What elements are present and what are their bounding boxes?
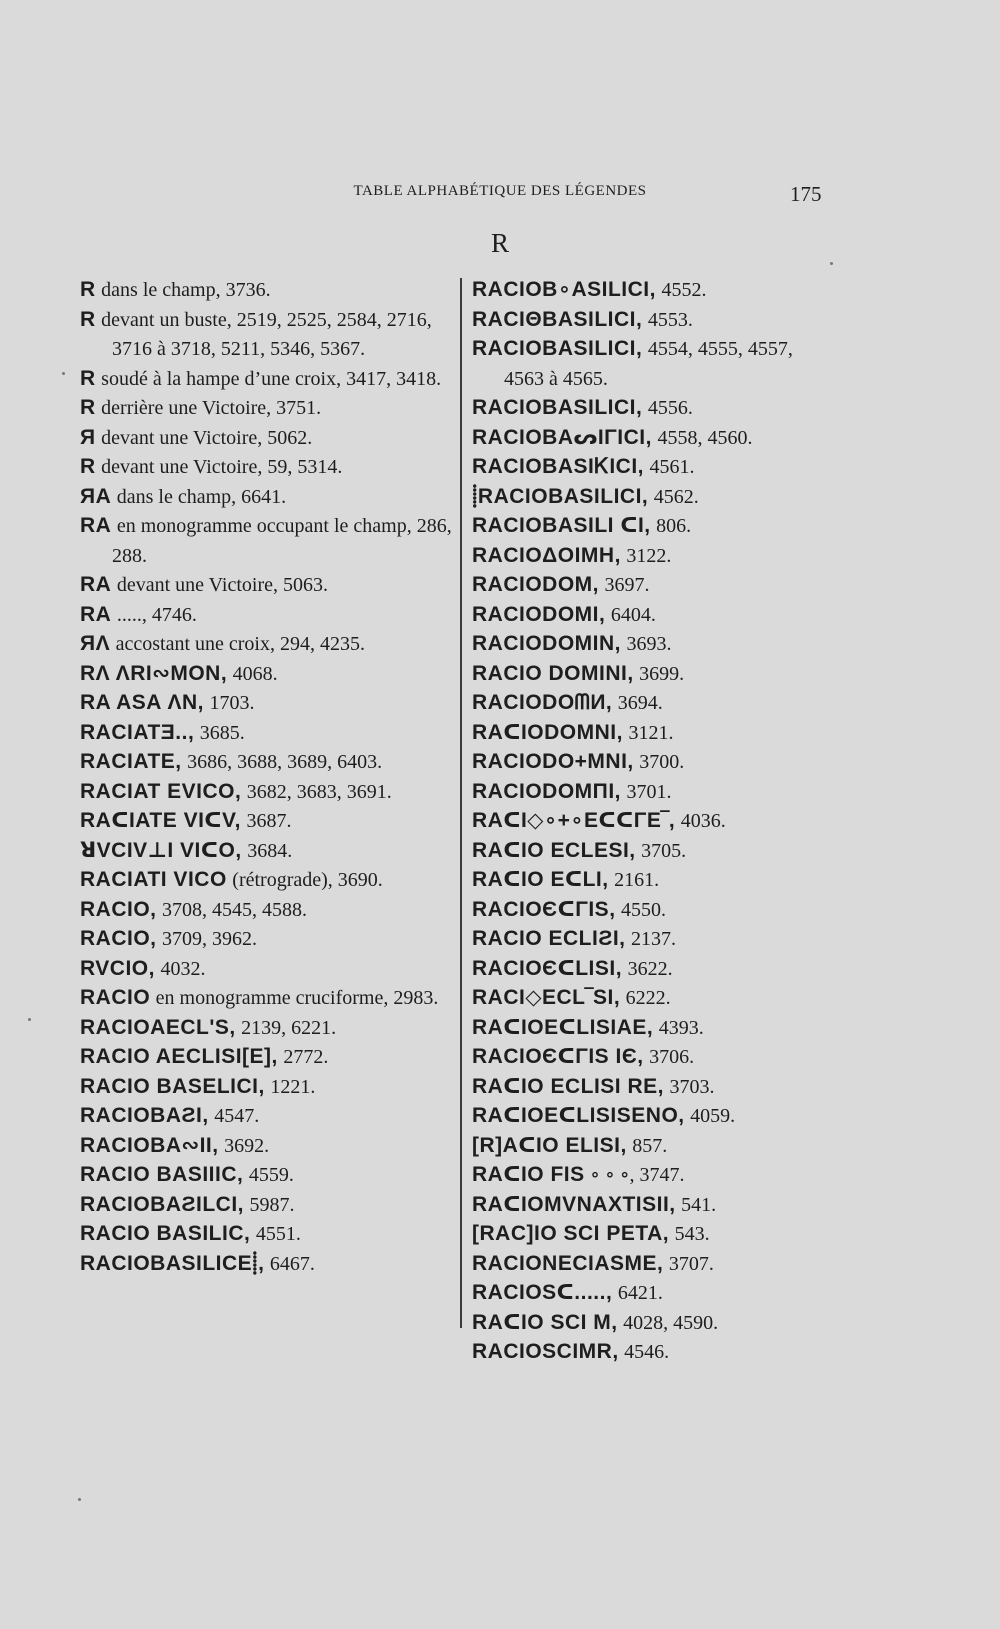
legend-inscription: RACIODOMΠI,	[472, 779, 621, 803]
index-entry	[472, 275, 812, 305]
paper-speck	[830, 262, 833, 265]
legend-inscription: RACIOB∘ASILICI,	[472, 278, 656, 301]
entry-description: derrière une Victoire, 3751.	[101, 397, 322, 419]
legend-inscription: RACIOBAƧI,	[80, 1104, 209, 1127]
right-column	[472, 275, 812, 1367]
legend-inscription: RACIOЄᑕΓIS,	[472, 897, 616, 921]
legend-inscription: RACIOBASIᏦICI,	[472, 455, 644, 478]
entry-description: 3686, 3688, 3689, 6403.	[187, 751, 383, 773]
entry-description: 4556.	[647, 397, 693, 419]
entry-description: 3685.	[199, 721, 245, 744]
index-entry	[80, 836, 452, 866]
index-entry	[472, 865, 812, 895]
index-entry	[472, 423, 812, 453]
index-entry	[472, 334, 812, 393]
entry-description: 6404.	[610, 603, 656, 626]
entry-description: ....., 4746.	[116, 603, 197, 626]
index-entry	[80, 423, 452, 453]
entry-description: 4059.	[690, 1105, 736, 1127]
legend-inscription: RAᑕIODOMNI,	[472, 720, 623, 744]
entry-description: 4561.	[649, 456, 695, 478]
index-entry	[80, 452, 452, 482]
index-entry	[472, 511, 812, 541]
index-entry	[472, 1131, 812, 1161]
index-entry	[472, 1337, 812, 1367]
index-entry	[80, 482, 452, 512]
entry-description: 3692.	[224, 1134, 270, 1157]
section-letter: R	[490, 228, 509, 258]
entry-description: 3701.	[626, 780, 672, 803]
entry-description: 4393.	[658, 1016, 704, 1039]
legend-inscription: RACIOBASILICI,	[472, 337, 643, 360]
index-entry	[472, 600, 812, 630]
entry-description: 6222.	[625, 987, 671, 1009]
entry-description: (rétrograde), 3690.	[232, 869, 383, 891]
legend-inscription: RACIO,	[80, 927, 157, 950]
entry-description: 3697.	[604, 574, 650, 596]
index-entry	[472, 806, 812, 836]
entry-description: 543.	[674, 1223, 710, 1245]
entry-description: dans le champ, 3736.	[101, 279, 271, 301]
legend-inscription: R	[80, 278, 96, 301]
index-entry	[80, 570, 452, 600]
entry-description: 541.	[681, 1193, 717, 1216]
entry-description: 1221.	[270, 1075, 316, 1098]
index-entry	[472, 983, 812, 1013]
legend-inscription: ⸽RACIOBASILICI,	[472, 484, 649, 508]
legend-inscription: ЯΛ	[80, 632, 111, 655]
legend-inscription: RACIOBASILICE⸽,	[80, 1251, 265, 1275]
legend-inscription: RVCIO,	[80, 956, 155, 980]
legend-inscription: RAᑕIOEᑕLISISENO,	[472, 1104, 685, 1127]
index-entry	[472, 482, 812, 512]
index-entry	[472, 895, 812, 925]
legend-inscription: RA	[80, 602, 112, 626]
index-entry	[80, 511, 452, 570]
index-entry	[472, 1190, 812, 1220]
index-entry	[80, 629, 452, 659]
legend-inscription: RACIATI VICO	[80, 868, 227, 891]
legend-inscription: R	[80, 455, 96, 478]
index-entry	[80, 364, 452, 394]
index-entry	[472, 1013, 812, 1043]
index-entry	[472, 305, 812, 335]
legend-inscription: RACIODOMIN,	[472, 632, 621, 655]
index-entry	[80, 895, 452, 925]
index-entry	[80, 688, 452, 718]
legend-inscription: RA	[80, 514, 112, 537]
entry-description: 3703.	[669, 1075, 715, 1098]
entry-description: devant une Victoire, 5063.	[116, 574, 328, 596]
index-entry	[80, 1190, 452, 1220]
legend-inscription: R	[80, 396, 96, 419]
left-column	[80, 275, 452, 1278]
legend-inscription: ЯA	[80, 484, 112, 508]
index-entry	[80, 865, 452, 895]
legend-inscription: RAᑕI◇∘+∘EᑕᑕΓE‾,	[472, 809, 676, 832]
index-entry	[80, 275, 452, 305]
legend-inscription: RAᑕIOMVNAXTISII,	[472, 1192, 676, 1216]
legend-inscription: RACIOAECL'S,	[80, 1015, 236, 1039]
index-entry	[80, 1249, 452, 1279]
entry-description: 3707.	[668, 1252, 714, 1275]
legend-inscription: RACIOBAᔕIΓICI,	[472, 425, 652, 449]
legend-inscription: RACIOЄᑕΓIS IЄ,	[472, 1045, 644, 1068]
entry-description: 4028, 4590.	[623, 1311, 719, 1334]
legend-inscription: RA ASA ΛN,	[80, 691, 205, 714]
legend-inscription: RACIOЄᑕLISI,	[472, 956, 623, 980]
entry-description: 4551.	[255, 1223, 301, 1245]
page-number: 175	[790, 182, 822, 206]
entry-description: 3694.	[617, 692, 663, 714]
entry-description: 3705.	[641, 839, 687, 862]
legend-inscription: R	[80, 366, 96, 390]
column-divider	[460, 278, 462, 1328]
entry-description: 4559.	[248, 1164, 294, 1186]
legend-inscription: RACIODO+MNI,	[472, 750, 634, 773]
index-entry	[472, 1160, 812, 1190]
index-entry	[472, 924, 812, 954]
entry-description: 3684.	[247, 839, 293, 862]
entry-description: dans le champ, 6641.	[116, 485, 287, 508]
index-entry	[472, 1219, 812, 1249]
index-entry	[80, 1013, 452, 1043]
paper-speck	[28, 1018, 31, 1021]
index-entry	[472, 629, 812, 659]
entry-description: 3687.	[246, 810, 292, 832]
entry-description: 4554, 4555, 4557, 4563 à 4565.	[504, 338, 793, 390]
index-entry	[80, 393, 452, 423]
legend-inscription: RACIONECIASME,	[472, 1251, 664, 1275]
legend-inscription: RACIATE,	[80, 750, 182, 773]
entry-description: 4546.	[624, 1341, 670, 1363]
index-entry	[472, 1042, 812, 1072]
index-entry	[80, 1160, 452, 1190]
index-entry	[80, 659, 452, 689]
index-entry	[80, 954, 452, 984]
legend-inscription: RACIOBAƧILCI,	[80, 1192, 244, 1216]
entry-description: 3706.	[649, 1046, 695, 1068]
legend-inscription: RAᑕIO SCI M,	[472, 1310, 618, 1334]
entry-description: 2139, 6221.	[241, 1016, 337, 1039]
entry-description: devant une Victoire, 5062.	[101, 426, 313, 449]
index-entry	[472, 1072, 812, 1102]
index-entry	[472, 1308, 812, 1338]
legend-inscription: [RAC]IO SCI PETA,	[472, 1222, 670, 1245]
index-entry	[80, 1101, 452, 1131]
legend-inscription: RACIOSCIMR,	[472, 1340, 619, 1363]
index-entry	[472, 954, 812, 984]
entry-description: accostant une croix, 294, 4235.	[115, 633, 365, 655]
legend-inscription: [R]AᑕIO ELISI,	[472, 1133, 627, 1157]
legend-inscription: RACIO BASELICI,	[80, 1074, 265, 1098]
legend-inscription: RACIOBASILICI,	[472, 396, 643, 419]
legend-inscription: RACIO ECLIƧI,	[472, 927, 626, 950]
entry-description: devant une Victoire, 59, 5314.	[101, 456, 343, 478]
legend-inscription: RACIATƎ..,	[80, 720, 195, 744]
legend-inscription: RACIΘBASILICI,	[472, 307, 643, 331]
index-entry	[80, 806, 452, 836]
entry-description: 6467.	[269, 1252, 315, 1275]
entry-description: 3121.	[628, 721, 674, 744]
entry-description: 2772.	[283, 1046, 329, 1068]
legend-inscription: Я	[80, 425, 96, 449]
legend-inscription: ꓤVCIV⊥I VIᑕO,	[80, 838, 242, 862]
index-entry	[472, 659, 812, 689]
entry-description: 5987.	[249, 1193, 295, 1216]
legend-inscription: RAᑕIO ECLESI,	[472, 838, 636, 862]
index-entry	[472, 1101, 812, 1131]
entry-description: 4036.	[680, 810, 726, 832]
legend-inscription: RAᑕIO ECLISI RE,	[472, 1074, 664, 1098]
index-entry	[80, 777, 452, 807]
legend-inscription: RAᑕIATE VIᑕV,	[80, 809, 241, 832]
entry-description: 4558, 4560.	[657, 426, 753, 449]
entry-description: 4552.	[661, 279, 707, 301]
index-entry	[472, 541, 812, 571]
legend-inscription: RACIODOM,	[472, 573, 599, 596]
legend-inscription: RACI◇ECL‾SI,	[472, 986, 621, 1009]
running-title: TABLE ALPHABÉTIQUE DES LÉGENDES	[353, 183, 647, 199]
legend-inscription: RACIO DOMINI,	[472, 661, 634, 685]
index-entry	[80, 1131, 452, 1161]
entry-description: 3122.	[626, 544, 672, 567]
index-entry	[80, 924, 452, 954]
entry-description: 4562.	[653, 485, 699, 508]
index-entry	[80, 1042, 452, 1072]
legend-inscription: RACIODOᗰИ,	[472, 691, 613, 714]
index-entry	[472, 1278, 812, 1308]
entry-description: 3699.	[639, 662, 685, 685]
legend-inscription: RΛ ΛRI∾MON,	[80, 661, 228, 685]
index-entry	[80, 718, 452, 748]
entry-description: 3709, 3962.	[162, 928, 257, 950]
index-entry	[472, 570, 812, 600]
index-entry	[472, 688, 812, 718]
index-entry	[472, 393, 812, 423]
legend-inscription: RACIODOMI,	[472, 602, 606, 626]
legend-inscription: RACIO	[80, 986, 151, 1009]
legend-inscription: RACIOSᑕ.....,	[472, 1281, 613, 1304]
entry-description: 3693.	[626, 633, 672, 655]
entry-description: 2161.	[614, 869, 660, 891]
entry-description: 3682, 3683, 3691.	[246, 780, 392, 803]
index-entry	[472, 836, 812, 866]
legend-inscription: RACIOΔOIMH,	[472, 543, 621, 567]
entry-description: 3622.	[627, 957, 673, 980]
legend-inscription: RACIO,	[80, 897, 157, 921]
index-entry	[80, 600, 452, 630]
entry-description: 4032.	[160, 957, 206, 980]
paper-speck	[78, 1498, 81, 1501]
index-entry	[472, 747, 812, 777]
entry-description: 4068.	[232, 662, 278, 685]
legend-inscription: RACIOBA∾II,	[80, 1133, 219, 1157]
entry-description: 6421.	[617, 1282, 663, 1304]
entry-description: ∘ ∘ ∘, 3747.	[590, 1164, 685, 1186]
legend-inscription: RACIO BASILIC,	[80, 1222, 251, 1245]
legend-inscription: RACIO AECLISI[E],	[80, 1045, 278, 1068]
index-entry	[80, 747, 452, 777]
index-entry	[472, 1249, 812, 1279]
entry-description: 4547.	[214, 1105, 260, 1127]
paper-speck	[62, 372, 65, 375]
legend-inscription: R	[80, 307, 96, 331]
legend-inscription: RAᑕIO EᑕLI,	[472, 868, 609, 891]
entry-description: 1703.	[209, 692, 255, 714]
entry-description: 2137.	[631, 928, 677, 950]
index-entry	[472, 718, 812, 748]
entry-description: 4550.	[621, 898, 667, 921]
index-entry	[472, 777, 812, 807]
index-entry	[80, 1219, 452, 1249]
legend-inscription: RAᑕIO FIS	[472, 1163, 585, 1186]
entry-description: en monogramme occupant le champ, 286, 288.	[112, 515, 452, 567]
legend-inscription: RACIOBASILI ᑕI,	[472, 514, 651, 537]
entry-description: 3708, 4545, 4588.	[162, 898, 307, 921]
index-entry	[80, 305, 452, 364]
entry-description: devant un buste, 2519, 2525, 2584, 2716, 3716 à 3718, 5211, 5346, 5367.	[101, 308, 432, 360]
legend-inscription: RACIO BASIIIC,	[80, 1163, 244, 1186]
index-entry	[472, 452, 812, 482]
index-entry	[80, 983, 452, 1013]
index-entry	[80, 1072, 452, 1102]
entry-description: 857.	[632, 1134, 668, 1157]
legend-inscription: RACIAT EVICO,	[80, 779, 242, 803]
legend-inscription: RAᑕIOEᑕLISIAE,	[472, 1015, 654, 1039]
legend-inscription: RA	[80, 573, 112, 596]
entry-description: en monogramme cruciforme, 2983.	[155, 987, 439, 1009]
entry-description: 4553.	[647, 308, 693, 331]
entry-description: 3700.	[639, 751, 685, 773]
entry-description: soudé à la hampe d’une croix, 3417, 3418.	[101, 367, 442, 390]
entry-description: 806.	[656, 515, 692, 537]
